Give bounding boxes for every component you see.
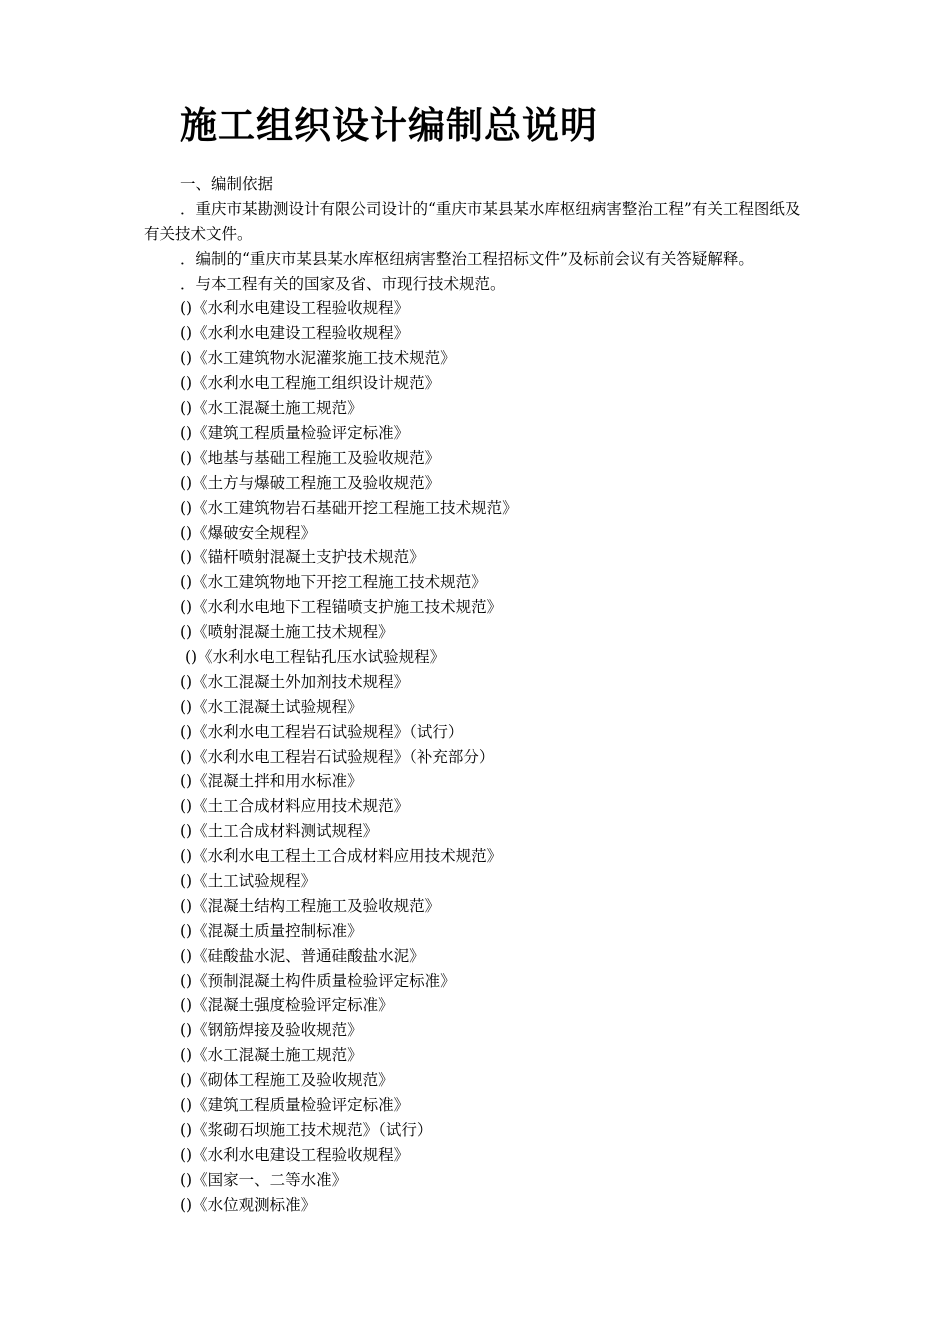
reference-item: ()《土工合成材料应用技术规范》 (180, 797, 410, 816)
reference-item: ()《水利水电建设工程验收规程》 (180, 324, 410, 343)
reference-item: ()《土工试验规程》 (180, 871, 317, 890)
reference-item: ()《水工混凝土施工规范》 (180, 1046, 363, 1065)
section-heading: 一、编制依据 (180, 175, 274, 193)
reference-item: ()《硅酸盐水泥、普通硅酸盐水泥》 (180, 946, 425, 965)
document-title: 施工组织设计编制总说明 (180, 103, 598, 147)
document-body (144, 172, 814, 1217)
reference-item: ()《钢筋焊接及验收规范》 (180, 1021, 363, 1040)
reference-item: ()《国家一、二等水准》 (180, 1170, 348, 1189)
reference-item: ()《水利水电工程钻孔压水试验规程》 (185, 647, 446, 666)
reference-item: ()《喷射混凝土施工技术规程》 (180, 623, 394, 642)
reference-item: ()《水工混凝土施工规范》 (180, 399, 363, 418)
basis-paragraph: ．与本工程有关的国家及省、市现行技术规范。 (180, 274, 506, 293)
reference-item: ()《水工混凝土试验规程》 (180, 697, 363, 716)
reference-item: ()《水利水电建设工程验收规程》 (180, 1145, 410, 1164)
reference-item: ()《水工建筑物地下开挖工程施工技术规范》 (180, 573, 487, 592)
reference-item: ()《水利水电建设工程验收规程》 (180, 299, 410, 318)
reference-item: ()《混凝土质量控制标准》 (180, 921, 363, 940)
reference-item: ()《爆破安全规程》 (180, 523, 317, 542)
reference-item: ()《土方与爆破工程施工及验收规范》 (180, 473, 441, 492)
reference-item: ()《水工混凝土外加剂技术规程》 (180, 672, 410, 691)
reference-item: ()《地基与基础工程施工及验收规范》 (180, 448, 441, 467)
reference-item: ()《水利水电工程土工合成材料应用技术规范》 (180, 847, 503, 866)
reference-item: ()《水工建筑物岩石基础开挖工程施工技术规范》 (180, 498, 518, 517)
reference-item: ()《锚杆喷射混凝土支护技术规范》 (180, 548, 425, 567)
reference-item: ()《建筑工程质量检验评定标准》 (180, 423, 410, 442)
reference-item: ()《水位观测标准》 (180, 1195, 317, 1214)
basis-paragraph: ．编制的“重庆市某县某水库枢纽病害整治工程招标文件”及标前会议有关答疑解释。 (180, 249, 754, 268)
reference-item: ()《浆砌石坝施工技术规范》（试行） (180, 1120, 433, 1139)
reference-item: ()《混凝土强度检验评定标准》 (180, 996, 394, 1015)
basis-paragraph: ．重庆市某勘测设计有限公司设计的“重庆市某县某水库枢纽病害整治工程”有关工程图纸及有关技术文件。 (144, 199, 801, 243)
reference-item: ()《水利水电工程岩石试验规程》（试行） (180, 722, 464, 741)
reference-item: ()《砌体工程施工及验收规范》 (180, 1071, 394, 1090)
reference-item: ()《水利水电工程岩石试验规程》（补充部分） (180, 747, 495, 766)
reference-item: ()《水利水电地下工程锚喷支护施工技术规范》 (180, 598, 503, 617)
reference-item: ()《混凝土拌和用水标准》 (180, 772, 363, 791)
reference-item: ()《建筑工程质量检验评定标准》 (180, 1095, 410, 1114)
reference-item: ()《土工合成材料测试规程》 (180, 822, 379, 841)
reference-item: ()《预制混凝土构件质量检验评定标准》 (180, 971, 456, 990)
reference-list (144, 296, 814, 1217)
reference-item: ()《水工建筑物水泥灌浆施工技术规范》 (180, 349, 456, 368)
reference-item: ()《水利水电工程施工组织设计规范》 (180, 374, 441, 393)
reference-item: ()《混凝土结构工程施工及验收规范》 (180, 896, 441, 915)
